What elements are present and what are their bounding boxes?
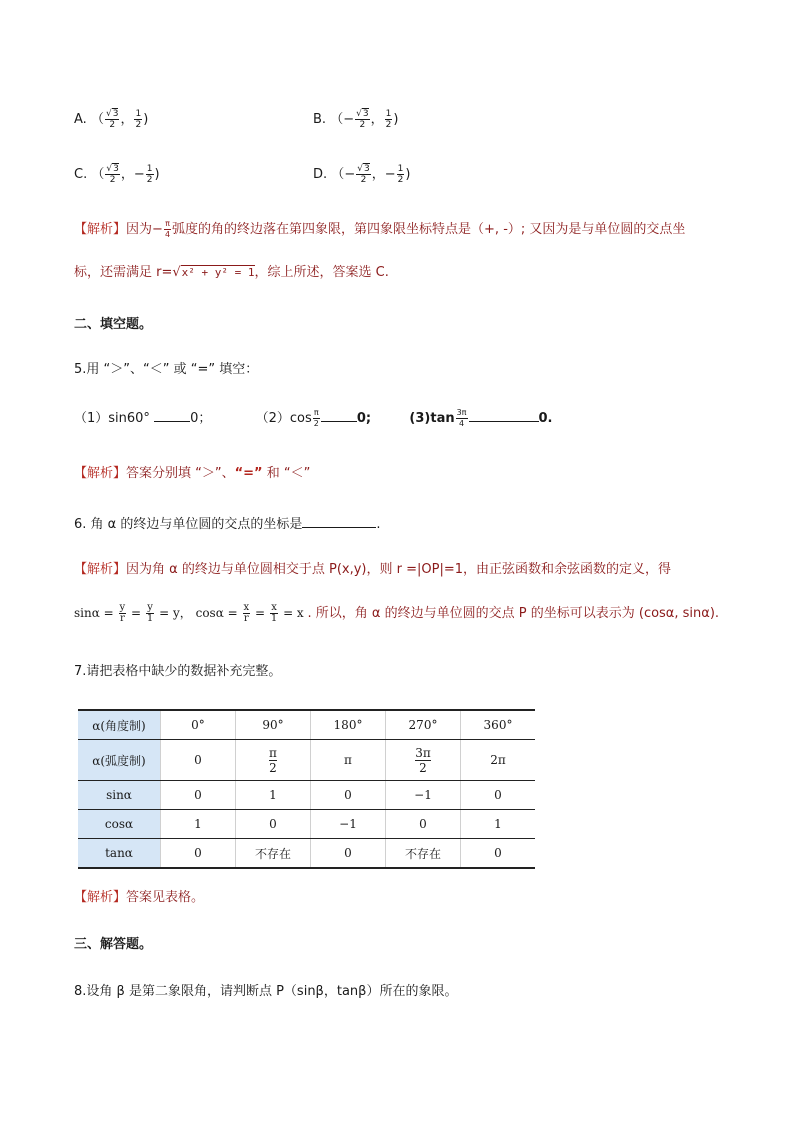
- analysis-tag: 【解析】: [74, 222, 127, 237]
- table-cell: $\frac{3\pi}{2}$: [386, 740, 461, 781]
- q5-part1: （1）sin60°: [74, 411, 150, 426]
- table-cell: 1: [461, 810, 536, 839]
- analysis-6-line-2: [74, 602, 719, 624]
- q5-part2: （2）cos: [255, 411, 312, 426]
- answer-blank[interactable]: [469, 409, 539, 422]
- question-6: [74, 513, 381, 532]
- table-cell: 0: [461, 839, 536, 869]
- answer-blank[interactable]: [302, 515, 376, 528]
- q5-part3-end: 0.: [538, 411, 553, 426]
- analysis-text: 答案分别填 “＞”、: [126, 466, 235, 481]
- table-row-header: sinα: [78, 781, 161, 810]
- option-b: B. （− $\frac{√3}{2}$ ， $\frac{1}{2}$ ): [313, 109, 399, 130]
- table-cell: 0: [236, 810, 311, 839]
- fraction: $\frac{\pi}{2}$: [313, 408, 319, 428]
- paren-open: （: [91, 167, 105, 182]
- table-cell: 0: [311, 781, 386, 810]
- table-cell: 1: [161, 810, 236, 839]
- question-7-stem: 7.请把表格中缺少的数据补充完整。: [74, 664, 282, 679]
- table-cell: 0: [161, 781, 236, 810]
- table-cell: 不存在: [386, 839, 461, 869]
- fraction: $\frac{1}{2}$: [385, 109, 392, 130]
- q5-part1-end: 0；: [190, 411, 212, 426]
- table-cell: 90°: [236, 710, 311, 740]
- analysis-text: 因为角 α 的终边与单位圆相交于点 P(x,y)，则 r =|OP|=1，由正弦函数和余弦函数的定义，得: [126, 562, 671, 577]
- fraction: $\frac{√3}{2}$: [105, 109, 119, 130]
- table-cell: 180°: [311, 710, 386, 740]
- option-a: [74, 108, 148, 130]
- question-6-end: .: [376, 517, 381, 532]
- table-row: [78, 810, 535, 839]
- answer-blank[interactable]: [154, 409, 190, 422]
- option-c: C. （ $\frac{√3}{2}$ ，− $\frac{1}{2}$ ): [74, 164, 160, 185]
- question-5-parts: [74, 407, 552, 429]
- analysis-text: “=”: [234, 466, 263, 481]
- fraction: $\frac{1}{2}$: [397, 164, 404, 185]
- table-cell: 不存在: [236, 839, 311, 869]
- table-cell: 0: [161, 740, 236, 781]
- table-row-header: tanα: [78, 839, 161, 869]
- table-cell: $\frac{\pi}{2}$: [236, 740, 311, 781]
- question-6-stem: 6. 角 α 的终边与单位圆的交点的坐标是: [74, 517, 303, 532]
- table-row: [78, 710, 535, 740]
- analysis-text: 因为: [126, 222, 153, 237]
- analysis-text: 弧度的角的终边落在第四象限，第四象限坐标特点是（+, -）; 又因为是与单位圆的交点坐: [172, 222, 686, 237]
- analysis-text: 标，还需满足 r=: [74, 265, 173, 280]
- paren-close: ): [405, 167, 411, 182]
- table-row-header: α(弧度制): [78, 740, 161, 781]
- analysis-6-line-1: [74, 558, 671, 577]
- paren-open: （: [331, 167, 345, 182]
- table-cell: 0°: [161, 710, 236, 740]
- table-cell: 2π: [461, 740, 536, 781]
- fraction: $\frac{√3}{2}$: [106, 164, 119, 185]
- paren-open: （: [90, 112, 104, 127]
- table-row-header: α(角度制): [78, 710, 161, 740]
- table-cell: 0: [161, 839, 236, 869]
- analysis-1-line-1: 【解析】因为− $\frac{\pi}{4}$ 弧度的角的终边落在第四象限，第四象限坐标特点是（+, -）; 又因为是与单位圆的交点坐: [74, 219, 686, 239]
- table-cell: −1: [311, 810, 386, 839]
- section-title: 二、填空题。: [74, 317, 153, 332]
- table-row: [78, 740, 535, 781]
- comma: ，: [120, 112, 134, 127]
- analysis-tag: 【解析】: [74, 466, 127, 481]
- option-c-label: C.: [74, 167, 88, 182]
- paren-close: ): [154, 167, 160, 182]
- comma: ，: [120, 167, 134, 182]
- sin-formula: sinα = $\frac{y}{r}$ = $\frac{y}{1}$ = y， cosα = $\frac{x}{r}$ = $\frac{x}{1}$ = x: [74, 602, 304, 624]
- comma: ，: [371, 167, 385, 182]
- analysis-5: [74, 462, 310, 481]
- section-title: 三、解答题。: [74, 937, 153, 952]
- table-cell: 0: [461, 781, 536, 810]
- comma: ，: [370, 112, 384, 127]
- table-cell: −1: [386, 781, 461, 810]
- formula: x² + y² = 1: [181, 266, 255, 279]
- fraction: $\frac{1}{2}$: [135, 109, 142, 130]
- fraction: $\frac{√3}{2}$: [357, 164, 370, 185]
- question-5-stem: 5.用 “＞”、“＜” 或 “=” 填空：: [74, 362, 259, 377]
- q5-part2-end: 0;: [356, 411, 372, 426]
- analysis-text: ，综上所述，答案选 C.: [254, 265, 389, 280]
- fraction: $\frac{\pi}{4}$: [164, 219, 171, 239]
- table-cell: 0: [311, 839, 386, 869]
- option-d: D. （− $\frac{√3}{2}$ ，− $\frac{1}{2}$ ): [313, 164, 411, 185]
- question-8-stem: 8.设角 β 是第二象限角，请判断点 P（sinβ，tanβ）所在的象限。: [74, 984, 458, 999]
- angle-table: [78, 709, 535, 869]
- analysis-text: 答案见表格。: [126, 890, 205, 905]
- analysis-1-line-2: [74, 261, 389, 280]
- q5-part3: (3)tan: [409, 411, 455, 426]
- sqrt-icon: √: [172, 265, 181, 280]
- paren-close: ): [393, 112, 399, 127]
- analysis-tag: 【解析】: [74, 562, 127, 577]
- fraction: $\frac{3\pi}{4}$: [456, 408, 467, 428]
- fraction: $\frac{√3}{2}$: [356, 109, 369, 130]
- option-b-label: B.: [313, 112, 327, 127]
- table-cell: 270°: [386, 710, 461, 740]
- table-cell: π: [311, 740, 386, 781]
- fraction: $\frac{1}{2}$: [146, 164, 153, 185]
- answer-blank[interactable]: [321, 409, 357, 422]
- option-a-label: A.: [74, 112, 87, 127]
- paren-open: （: [330, 112, 344, 127]
- table-cell: 360°: [461, 710, 536, 740]
- paren-close: ): [143, 112, 149, 127]
- table-row: [78, 839, 535, 869]
- analysis-text: 和 “＜”: [262, 466, 311, 481]
- table-row-header: cosα: [78, 810, 161, 839]
- analysis-7: [74, 886, 204, 905]
- table-row: [78, 781, 535, 810]
- analysis-tag: 【解析】: [74, 890, 127, 905]
- option-d-label: D.: [313, 167, 328, 182]
- analysis-text: . 所以，角 α 的终边与单位圆的交点 P 的坐标可以表示为 (cosα, sinα).: [307, 606, 720, 621]
- table-cell: 0: [386, 810, 461, 839]
- table-cell: 1: [236, 781, 311, 810]
